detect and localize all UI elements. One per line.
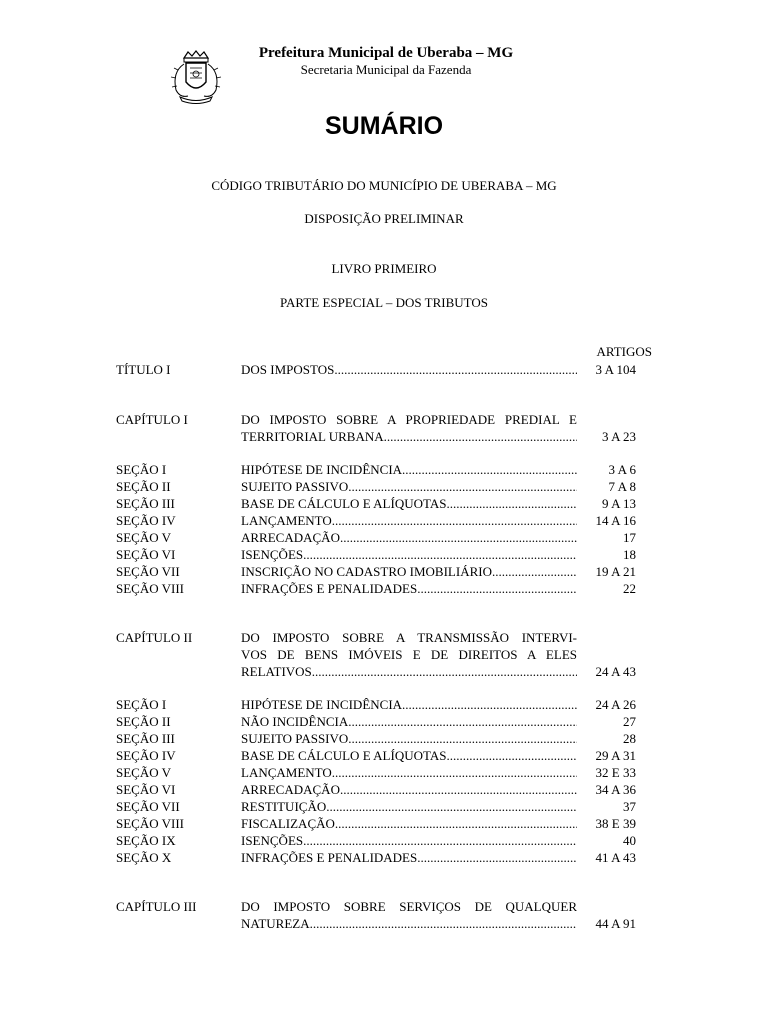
dot-leader: [447, 748, 577, 765]
toc-entry-description: [241, 630, 577, 680]
toc-entry-text: RESTITUIÇÃO: [241, 799, 327, 814]
preliminary-heading: DISPOSIÇÃO PRELIMINAR: [304, 211, 464, 226]
toc-entry-text-line: [241, 462, 577, 479]
toc-entry-label: SEÇÃO VII: [116, 799, 180, 814]
toc-entry-text-line: [241, 799, 577, 816]
dot-leader: [402, 462, 577, 479]
toc-entry-text: TERRITORIAL URBANA: [241, 428, 384, 444]
toc-entry-articles: 3 A 6: [608, 462, 636, 477]
dot-leader: [310, 916, 577, 933]
toc-entry-articles: 24 A 26: [595, 697, 636, 712]
dot-leader: [384, 429, 577, 446]
toc-entry-label: SEÇÃO VII: [116, 564, 180, 579]
dot-leader: [312, 664, 577, 681]
page-title: SUMÁRIO: [324, 112, 444, 140]
toc-entry-description: [241, 765, 577, 782]
toc-entry-text-line: [241, 362, 577, 379]
toc-entry-articles: 14 A 16: [595, 513, 636, 528]
toc-entry-text-line: DO IMPOSTO SOBRE SERVIÇOS DE QUALQUER: [241, 899, 577, 914]
toc-entry-text: INSCRIÇÃO NO CADASTRO IMOBILIÁRIO: [241, 564, 492, 579]
toc-entry-text: INFRAÇÕES E PENALIDADES: [241, 581, 418, 596]
toc-entry-articles: 9 A 13: [602, 496, 636, 511]
dot-leader: [340, 782, 577, 799]
artigos-column-header: ARTIGOS: [596, 344, 652, 359]
toc-entry-text: SUJEITO PASSIVO: [241, 731, 349, 746]
toc-entry-text: RELATIVOS: [241, 663, 312, 679]
dot-leader: [332, 765, 577, 782]
toc-entry-articles: 3 A 104: [595, 362, 636, 377]
toc-entry-articles: 37: [623, 799, 636, 814]
code-heading: CÓDIGO TRIBUTÁRIO DO MUNICÍPIO DE UBERABA – MG: [211, 178, 557, 193]
toc-entry-text-line: [241, 547, 577, 564]
toc-entry-articles: 22: [623, 581, 636, 596]
dot-leader: [340, 530, 577, 547]
dot-leader: [492, 564, 577, 581]
toc-entry-label: SEÇÃO II: [116, 714, 171, 729]
municipal-coat-of-arms-icon: [166, 50, 226, 104]
toc-entry-text-line: [241, 479, 577, 496]
toc-entry-label: SEÇÃO IV: [116, 513, 176, 528]
toc-entry-text-line: [241, 496, 577, 513]
toc-entry-articles: 41 A 43: [595, 850, 636, 865]
dot-leader: [332, 513, 577, 530]
toc-entry-description: [241, 697, 577, 714]
toc-entry-text: DOS IMPOSTOS: [241, 362, 335, 377]
dot-leader: [402, 697, 577, 714]
toc-entry-articles: 18: [623, 547, 636, 562]
toc-entry-label: CAPÍTULO III: [116, 899, 197, 914]
toc-entry-label: SEÇÃO III: [116, 731, 175, 746]
toc-entry-text-line: [241, 782, 577, 799]
toc-entry-text-line: VOS DE BENS IMÓVEIS E DE DIREITOS A ELES: [241, 646, 577, 662]
dot-leader: [447, 496, 577, 513]
toc-entry-description: [241, 714, 577, 731]
toc-entry-description: [241, 850, 577, 867]
dot-leader: [417, 581, 577, 598]
toc-entry-description: [241, 412, 577, 446]
toc-entry-text: BASE DE CÁLCULO E ALÍQUOTAS: [241, 748, 447, 763]
toc-entry-label: SEÇÃO VI: [116, 782, 176, 797]
toc-entry-description: [241, 362, 577, 379]
part-heading: PARTE ESPECIAL – DOS TRIBUTOS: [280, 295, 488, 310]
toc-entry-description: [241, 462, 577, 479]
toc-entry-label: CAPÍTULO II: [116, 630, 193, 645]
dot-leader: [303, 547, 577, 564]
toc-entry-articles: 27: [623, 714, 636, 729]
toc-entry-text: FISCALIZAÇÃO: [241, 816, 335, 831]
toc-entry-description: [241, 581, 577, 598]
toc-entry-articles: 29 A 31: [595, 748, 636, 763]
toc-entry-description: [241, 748, 577, 765]
toc-entry-articles: 34 A 36: [595, 782, 636, 797]
dot-leader: [348, 731, 577, 748]
toc-entry-description: [241, 530, 577, 547]
dot-leader: [335, 816, 577, 833]
toc-entry-description: [241, 513, 577, 530]
toc-entry-description: [241, 782, 577, 799]
toc-entry-label: SEÇÃO III: [116, 496, 175, 511]
toc-entry-text-line: [241, 581, 577, 598]
toc-entry-label: SEÇÃO I: [116, 697, 167, 712]
toc-entry-text-line: [241, 765, 577, 782]
toc-entry-text-line: [241, 429, 577, 446]
organization-block: [236, 44, 536, 78]
toc-entry-text: BASE DE CÁLCULO E ALÍQUOTAS: [241, 496, 447, 511]
toc-entry-label: SEÇÃO IX: [116, 833, 176, 848]
toc-entry-description: [241, 496, 577, 513]
dot-leader: [348, 479, 577, 496]
toc-entry-articles: 19 A 21: [595, 564, 636, 579]
toc-entry-label: SEÇÃO IV: [116, 748, 176, 763]
toc-entry-label: SEÇÃO V: [116, 765, 172, 780]
toc-entry-text: NATUREZA: [241, 915, 310, 931]
toc-entry-text: LANÇAMENTO: [241, 765, 332, 780]
toc-entry-text-line: [241, 564, 577, 581]
toc-entry-text: HIPÓTESE DE INCIDÊNCIA: [241, 462, 403, 477]
toc-entry-text-line: [241, 916, 577, 933]
toc-entry-text-line: [241, 833, 577, 850]
toc-entry-text-line: [241, 816, 577, 833]
organization-department: Secretaria Municipal da Fazenda: [300, 62, 472, 77]
toc-entry-text-line: DO IMPOSTO SOBRE A TRANSMISSÃO INTERVI-: [241, 630, 577, 645]
book-heading: LIVRO PRIMEIRO: [331, 261, 437, 276]
dot-leader: [326, 799, 577, 816]
toc-entry-label: SEÇÃO I: [116, 462, 167, 477]
toc-entry-text: HIPÓTESE DE INCIDÊNCIA: [241, 697, 403, 712]
toc-entry-label: SEÇÃO X: [116, 850, 172, 865]
dot-leader: [303, 833, 577, 850]
toc-entry-text: NÃO INCIDÊNCIA: [241, 714, 349, 729]
toc-entry-articles: 3 A 23: [602, 428, 636, 444]
toc-entry-articles: 32 E 33: [595, 765, 636, 780]
toc-entry-text-line: [241, 748, 577, 765]
toc-entry-text-line: DO IMPOSTO SOBRE A PROPRIEDADE PREDIAL E: [241, 412, 577, 427]
toc-entry-description: [241, 816, 577, 833]
toc-entry-text-line: [241, 513, 577, 530]
toc-entry-articles: 38 E 39: [595, 816, 636, 831]
toc-entry-text-line: [241, 530, 577, 547]
toc-entry-label: SEÇÃO II: [116, 479, 171, 494]
toc-entry-label: SEÇÃO V: [116, 530, 172, 545]
toc-entry-text: ISENÇÕES: [241, 833, 304, 848]
toc-entry-text-line: [241, 731, 577, 748]
toc-entry-label: CAPÍTULO I: [116, 412, 188, 427]
toc-entry-articles: 28: [623, 731, 636, 746]
toc-entry-text-line: [241, 664, 577, 681]
toc-entry-text: LANÇAMENTO: [241, 513, 332, 528]
toc-entry-text: ISENÇÕES: [241, 547, 304, 562]
toc-entry-description: [241, 479, 577, 496]
toc-entry-description: [241, 833, 577, 850]
toc-entry-description: [241, 731, 577, 748]
organization-name: Prefeitura Municipal de Uberaba – MG: [258, 45, 514, 61]
toc-entry-text: ARRECADAÇÃO: [241, 530, 340, 545]
toc-entry-text: INFRAÇÕES E PENALIDADES: [241, 850, 418, 865]
toc-entry-label: SEÇÃO VIII: [116, 816, 185, 831]
toc-entry-articles: 24 A 43: [595, 663, 636, 679]
toc-entry-text-line: [241, 850, 577, 867]
toc-entry-articles: 7 A 8: [608, 479, 636, 494]
dot-leader: [348, 714, 577, 731]
toc-entry-description: [241, 899, 577, 933]
toc-entry-articles: 44 A 91: [595, 915, 636, 931]
toc-entry-label: SEÇÃO VIII: [116, 581, 185, 596]
toc-entry-label: SEÇÃO VI: [116, 547, 176, 562]
dot-leader: [334, 362, 577, 379]
toc-entry-description: [241, 547, 577, 564]
toc-entry-text: SUJEITO PASSIVO: [241, 479, 349, 494]
toc-entry-articles: 40: [623, 833, 636, 848]
toc-entry-description: [241, 799, 577, 816]
toc-entry-text: ARRECADAÇÃO: [241, 782, 340, 797]
toc-entry-text-line: [241, 714, 577, 731]
toc-entry-articles: 17: [623, 530, 636, 545]
toc-entry-text-line: [241, 697, 577, 714]
dot-leader: [417, 850, 577, 867]
toc-entry-label: TÍTULO I: [116, 362, 171, 377]
toc-entry-description: [241, 564, 577, 581]
